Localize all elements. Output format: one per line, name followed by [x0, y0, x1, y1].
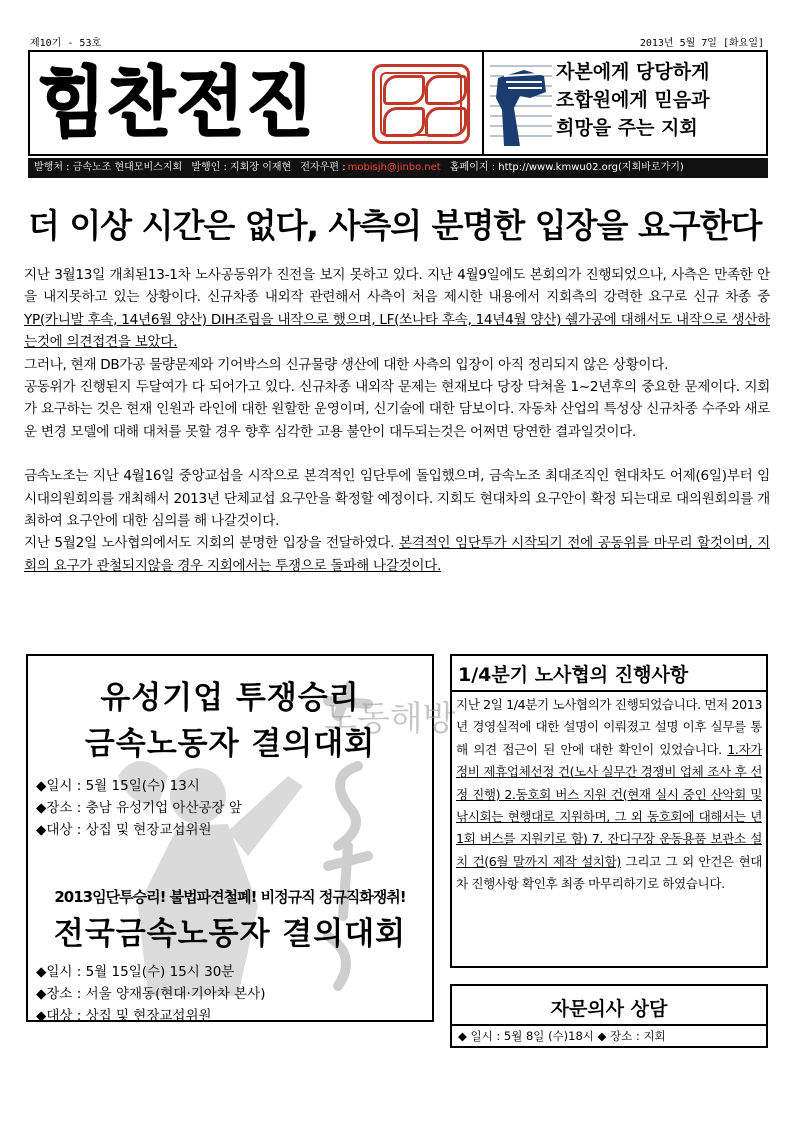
poster-title-3: 전국금속노동자 결의대회: [53, 916, 407, 952]
raised-fist-icon: [490, 58, 552, 148]
paragraph: [24, 532, 770, 577]
issuer: 발행인 : 지회장 이재현: [191, 162, 292, 173]
paper-title: 힘찬전진: [38, 58, 316, 147]
calligraphy-text: 노동해방: [324, 699, 456, 739]
headline: 더 이상 시간은 없다, 사측의 분명한 입장을 요구한다: [28, 206, 762, 245]
article-body: [24, 264, 770, 577]
labor-council-body: [456, 694, 762, 896]
issue-number: 제10기 - 53호: [30, 38, 102, 49]
event2-target: ◆대상 : 상집 및 현장교섭위원: [36, 1008, 212, 1024]
publisher: 발행처 : 금속노조 현대모비스지회: [34, 162, 183, 173]
slogan: [556, 58, 766, 142]
publisher-info-bar: [28, 158, 768, 178]
labor-council-title: 1/4분기 노사협의 진행사항: [458, 664, 689, 686]
event1-target: ◆대상 : 상집 및 현장교섭위원: [36, 822, 212, 838]
consult-box: [450, 984, 768, 1048]
slogan-line: 자본에게 당당하게: [556, 61, 710, 83]
seal-glyph: [425, 107, 467, 137]
email-label: 전자우편 :: [300, 162, 346, 173]
event1-place: ◆장소 : 충남 유성기업 아산공장 앞: [36, 800, 242, 816]
union-seal-logo: [372, 64, 470, 144]
text: 지난 2일 1/4분기 노사협의가 진행되었습니다. 먼저 2013년 경영실적에 대한 설명이 이뤄졌고 설명 이후 실무를 통해 의견 접근이 된 안에 대한 확인이 있었습니다.: [456, 697, 762, 757]
masthead-divider: [482, 50, 484, 156]
underlined-text: YP(카니발 후속, 14년6월 양산) DIH조립을 내작으로 했으며, LF(쏘나타 후속, 14년4월 양산) 쉘가공에 대해서도 내작으로 생산하는것에 의견접견을 보았다.: [24, 311, 770, 351]
slogan-line: 희망을 주는 지회: [556, 117, 698, 139]
email-link[interactable]: mobisjh@jinbo.net: [347, 162, 441, 173]
rally-poster: [26, 654, 456, 1024]
paragraph: 그러나, 현재 DB가공 물량문제와 기어박스의 신규물량 생산에 대한 사측의 입장이 아직 정리되지 않은 상황이다.: [24, 356, 669, 373]
poster-title-2: 금속노동자 결의대회: [84, 726, 376, 762]
underlined-text: 1.자가 정비 제휴업체선정 건(노사 실무간 경쟁비 업체 조사 후 선정 진행) 2.동호회 버스 지원 건(현재 실시 중인 산악회 및 낚시회는 현행대로 지원하며, 그 외 동호회에 대해서는 년 1회 버스를 지원키로 함) 7. 잔디구장 운동용품 보관소 설치 건(6월 말까지 제작 설치함): [456, 741, 762, 869]
paragraph: 공동위가 진행된지 두달여가 다 되어가고 있다. 신규차종 내외작 문제는 현재보다 당장 닥쳐올 1~2년후의 중요한 문제이다. 지회가 요구하는 것은 현재 인원과 라인에 대한 원할한 운영이며, 신기술에 대한 담보이다. 자동차 산업의 특성상 신규차종 수주와 새로운 변경 모델에 대해 대처를 못할 경우 향후 심각한 고용 불안이 대두되는것은 어쩌면 당연한 결과일것이다.: [24, 379, 770, 440]
homepage-link[interactable]: 홈페이지 : http://www.kmwu02.org(지회바로가기): [449, 162, 684, 173]
divider: [452, 690, 766, 692]
event2-place: ◆장소 : 서울 양재동(현대·기아차 본사): [36, 986, 266, 1002]
poster-banner: 2013임단투승리! 불법파견철폐! 비정규직 정규직화쟁취!: [54, 888, 406, 906]
paragraph: 금속노조는 지난 4월16일 중앙교섭을 시작으로 본격적인 임단투에 돌입했으며, 금속노조 최대조직인 현대차도 어제(6일)부터 임시대의원회의를 개최해서 2013년 단체교섭 요구안을 확정할 예정이다. 지회도 현대차의 요구안이 확정 되는대로 대의원회의를 개최하여 요구안에 대한 심의를 해 나갈것이다.: [24, 468, 770, 530]
text: 그리고 그 외 안건은 현대차 진행사항 확인후 최종 마무리하기로 하였습니다.: [456, 853, 762, 892]
labor-council-box: [450, 654, 768, 968]
divider: [452, 1024, 766, 1026]
poster-title-1: 유성기업 투쟁승리: [100, 680, 360, 716]
consult-details: ◆ 일시 : 5월 8일 (수)18시 ◆ 장소 : 지회: [458, 1029, 666, 1043]
underlined-text: 본격적인 임단투가 시작되기 전에 공동위를 마무리 할것이며, 지회의 요구가 관철되지않을 경우 지회에서는 투쟁으로 돌파해 나갈것이다.: [24, 535, 770, 574]
text: 지난 5월2일 노사협의에서도 지회의 분명한 입장을 전달하였다.: [24, 535, 399, 552]
consult-title: 자문의사 상담: [550, 998, 668, 1020]
text: 지난 3월13일 개최된13-1차 노사공동위가 진전을 보지 못하고 있다. 지난 4월9일에도 본회의가 진행되었으나, 사측은 만족한 안을 내지못하고 있는 상황이다. 신규차종 내외작 관련해서 사측이 처음 제시한 내용에서 지회측의 강력한 요구로 신규 차종 중: [24, 267, 770, 306]
event1-time: ◆일시 : 5월 15일(수) 13시: [36, 778, 200, 794]
slogan-line: 조합원에게 믿음과: [556, 89, 710, 111]
event2-time: ◆일시 : 5월 15일(수) 15시 30분: [36, 964, 235, 980]
issue-date: 2013년 5월 7일 [화요일]: [639, 38, 764, 49]
seal-glyph: [383, 75, 425, 105]
paragraph: [24, 264, 770, 354]
spacer: [24, 443, 770, 465]
seal-glyph: [383, 107, 425, 137]
seal-glyph: [425, 75, 467, 105]
